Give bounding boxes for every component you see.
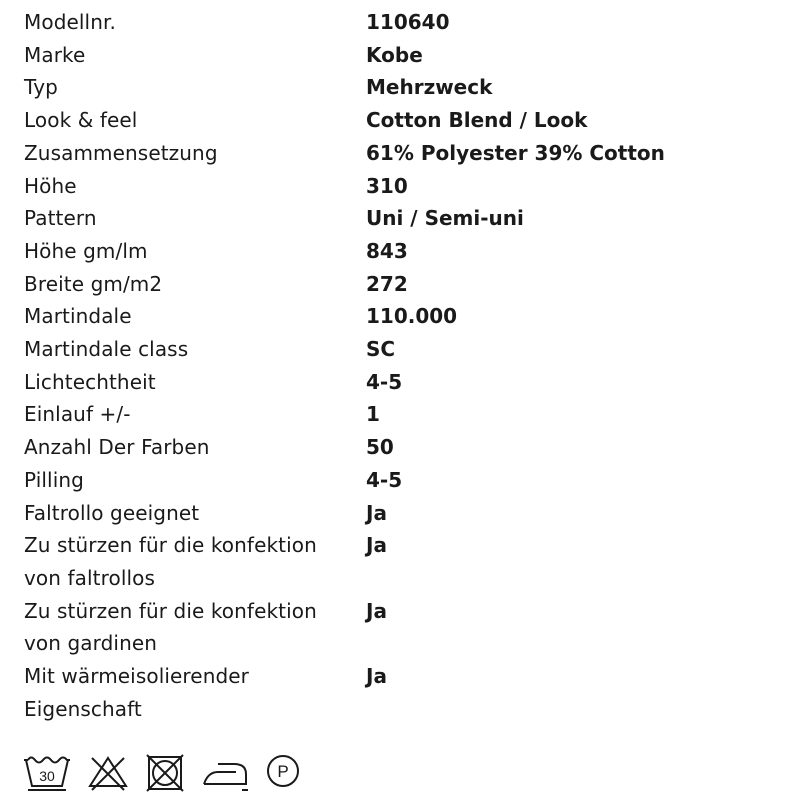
- spec-label: Breite gm/m2: [24, 271, 163, 296]
- spec-value: 1: [366, 402, 380, 427]
- svg-text:P: P: [277, 762, 289, 781]
- spec-value: 4-5: [366, 369, 403, 394]
- spec-row-pattern: [24, 202, 764, 235]
- spec-row-height: [24, 170, 764, 203]
- spec-label: Modellnr.: [24, 10, 116, 34]
- spec-row-model-number: [24, 6, 764, 39]
- svg-text:30: 30: [39, 768, 55, 784]
- spec-value: Ja: [366, 533, 387, 558]
- spec-row-brand: [24, 39, 764, 72]
- spec-label: Zu stürzen für die konfektion von gardinen: [24, 598, 317, 656]
- spec-row-weight-m2: [24, 268, 764, 301]
- spec-value: 4-5: [366, 467, 403, 492]
- spec-label: Martindale class: [24, 337, 189, 362]
- spec-value: Kobe: [366, 42, 423, 67]
- spec-value: 110.000: [366, 304, 458, 329]
- spec-value: 310: [366, 173, 408, 198]
- spec-value: Ja: [366, 664, 387, 689]
- spec-row-roman-blind-suitable: [24, 497, 764, 530]
- spec-label: Zusammensetzung: [24, 140, 218, 165]
- dry-clean-p-icon: [264, 752, 302, 794]
- spec-value: Ja: [366, 500, 387, 525]
- spec-row-martindale-class: [24, 333, 764, 366]
- spec-label: Einlauf +/-: [24, 402, 131, 427]
- spec-value: Cotton Blend / Look: [366, 108, 588, 133]
- spec-row-railroad-curtains: [24, 595, 764, 660]
- care-symbols: [22, 752, 302, 794]
- spec-label: Zu stürzen für die konfektion von faltrollos: [24, 533, 317, 590]
- spec-label: Höhe: [24, 173, 77, 198]
- spec-row-shrinkage: [24, 398, 764, 431]
- spec-value: 110640: [366, 10, 450, 34]
- spec-label: Lichtechtheit: [24, 369, 156, 394]
- spec-value: 843: [366, 238, 408, 263]
- spec-label: Typ: [24, 75, 58, 100]
- spec-row-composition: [24, 137, 764, 170]
- spec-label: Marke: [24, 42, 86, 67]
- wash-30-icon: [22, 752, 72, 794]
- spec-row-railroad-roman-blinds: [24, 529, 764, 594]
- spec-value: 272: [366, 271, 408, 296]
- spec-row-type: [24, 71, 764, 104]
- spec-label: Pattern: [24, 206, 97, 231]
- spec-row-thermal-insulating: [24, 660, 764, 725]
- spec-value: SC: [366, 337, 396, 362]
- spec-row-pilling: [24, 464, 764, 497]
- spec-value: Uni / Semi-uni: [366, 206, 524, 231]
- spec-label: Höhe gm/lm: [24, 238, 148, 263]
- spec-row-color-count: [24, 431, 764, 464]
- spec-label: Martindale: [24, 304, 132, 329]
- spec-label: Look & feel: [24, 108, 138, 133]
- spec-value: Mehrzweck: [366, 75, 493, 100]
- iron-low-icon: [200, 752, 250, 794]
- spec-row-weight-lm: [24, 235, 764, 268]
- spec-label: Anzahl Der Farben: [24, 435, 210, 460]
- no-tumble-dry-icon: [144, 752, 186, 794]
- spec-row-look-feel: [24, 104, 764, 137]
- spec-value: Ja: [366, 598, 387, 623]
- spec-label: Mit wärmeisolierender Eigenschaft: [24, 664, 250, 721]
- spec-value: 50: [366, 435, 394, 460]
- spec-row-martindale: [24, 300, 764, 333]
- spec-row-lightfastness: [24, 366, 764, 399]
- spec-label: Faltrollo geeignet: [24, 500, 200, 525]
- spec-label: Pilling: [24, 467, 84, 492]
- spec-value: 61% Polyester 39% Cotton: [366, 140, 665, 165]
- spec-table: [24, 6, 764, 725]
- no-bleach-icon: [86, 752, 130, 794]
